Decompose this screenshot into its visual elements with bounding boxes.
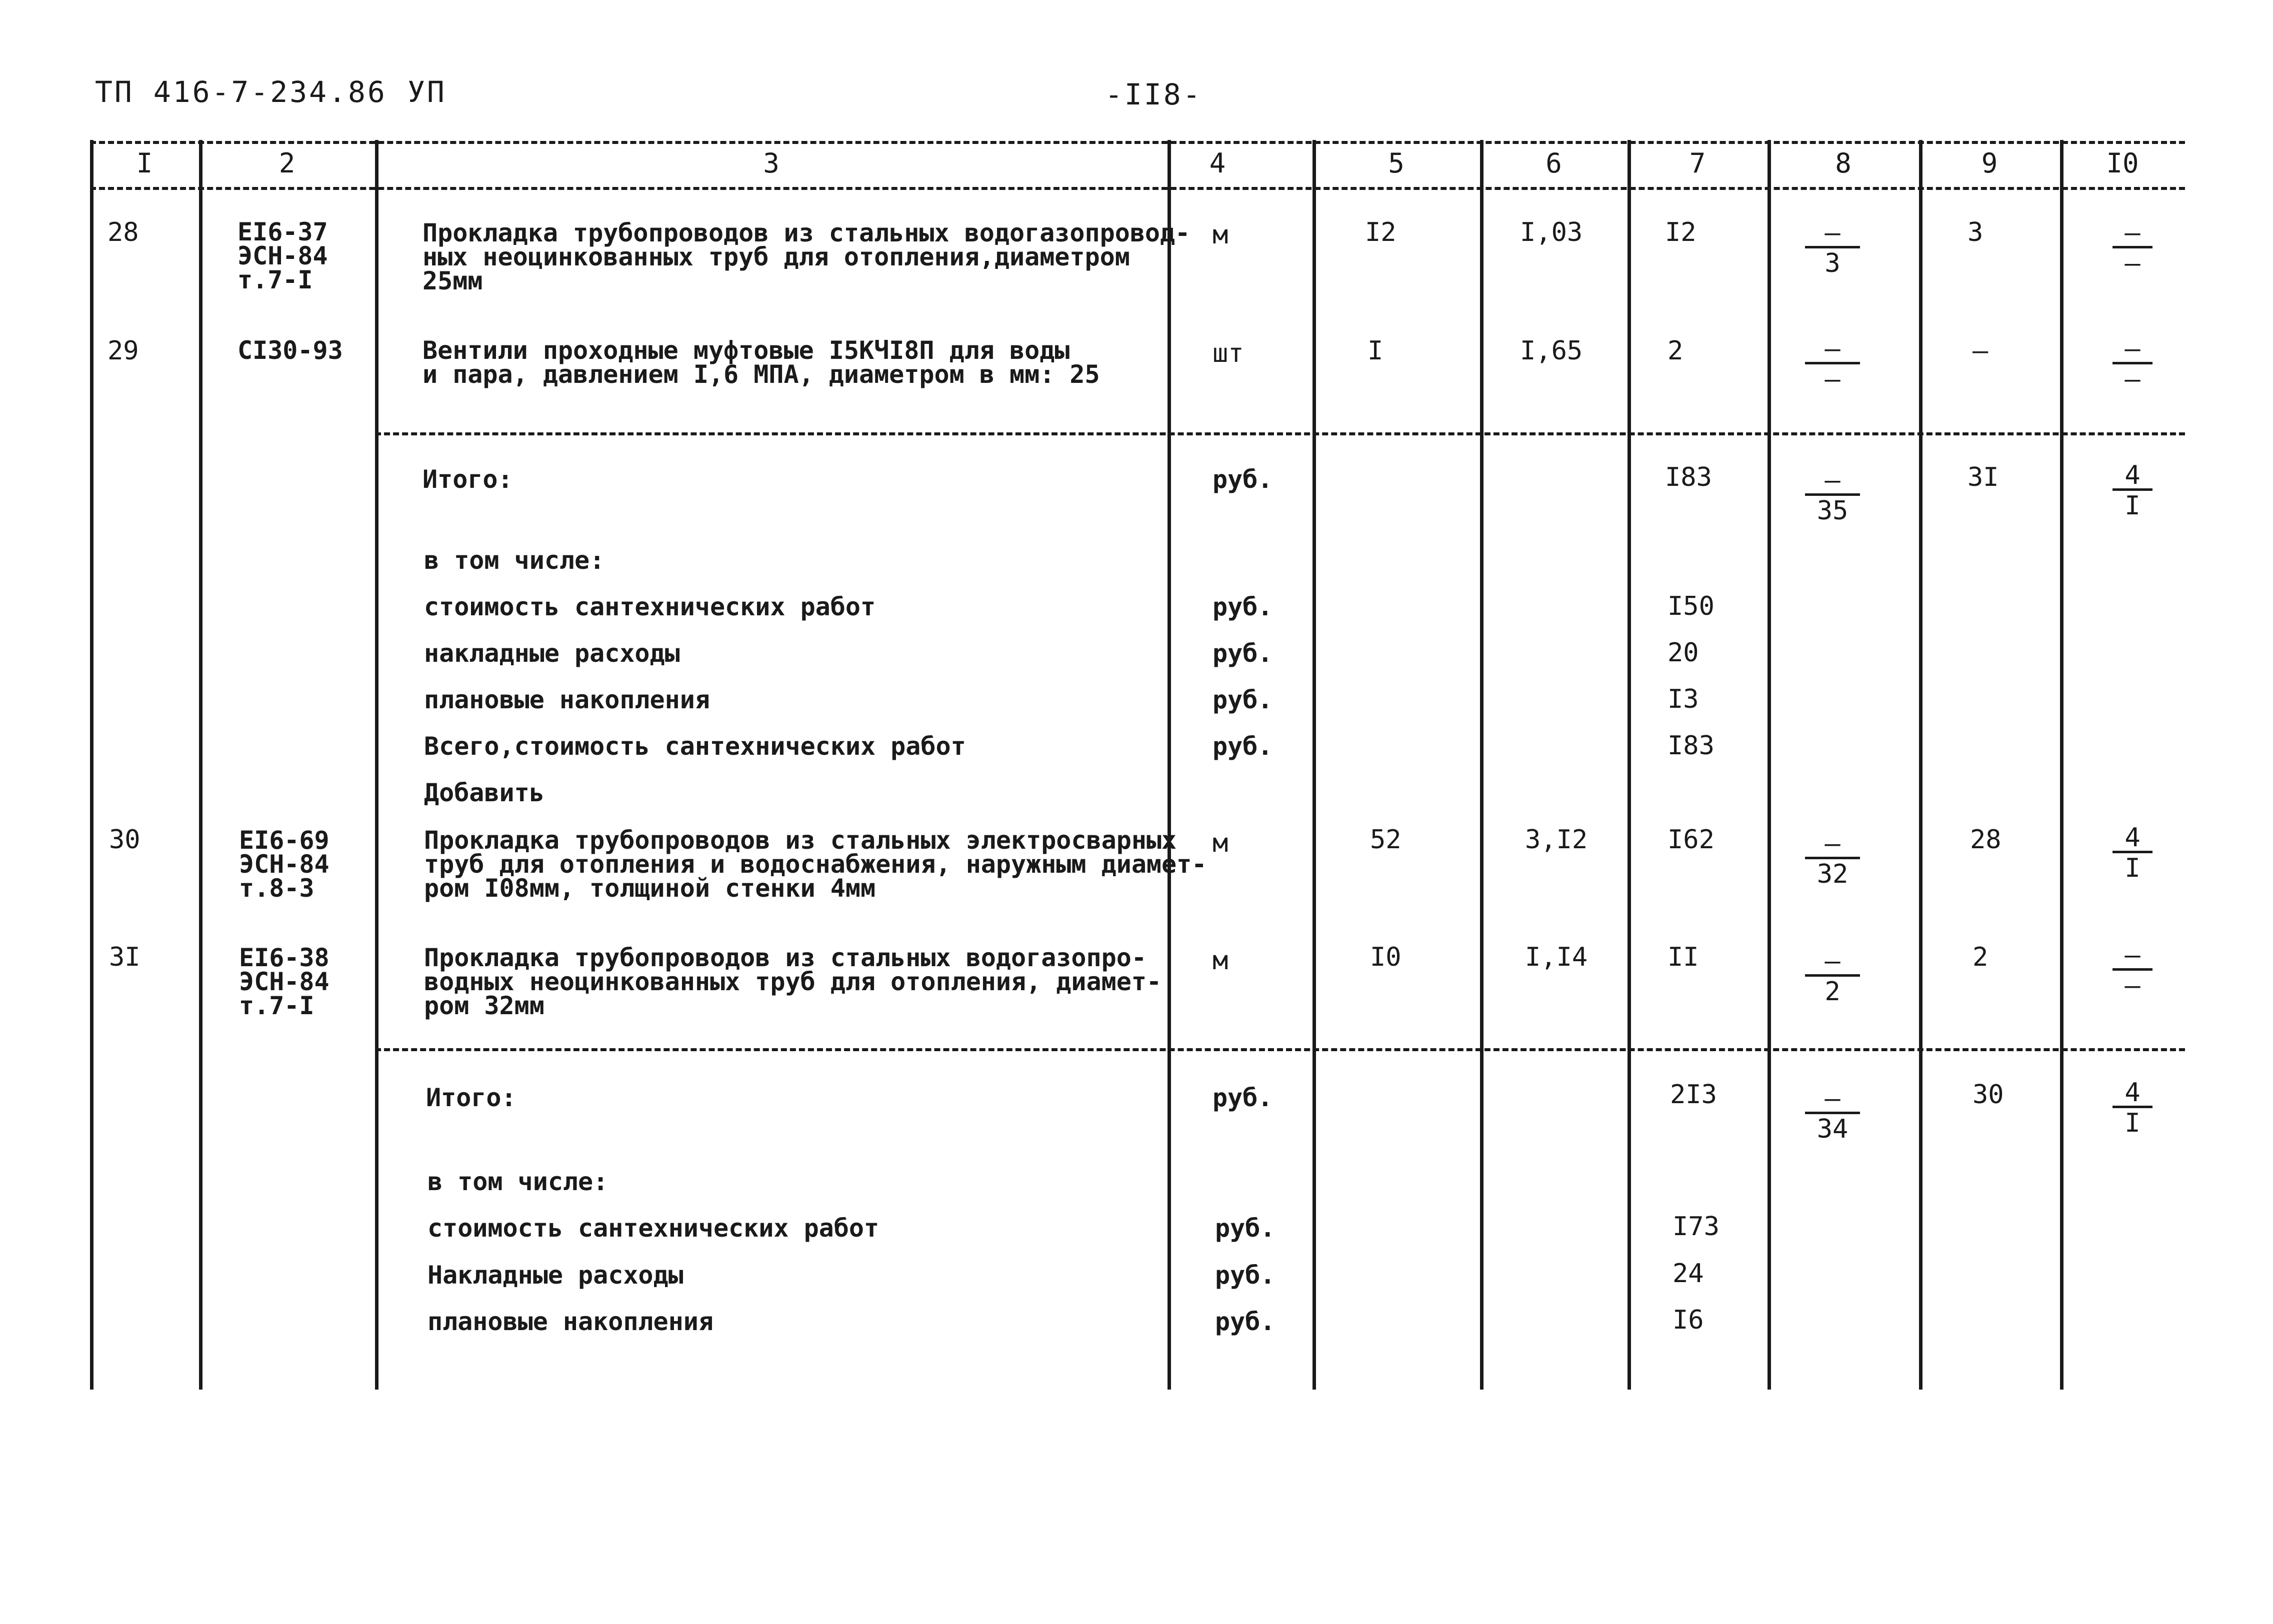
col-header-3: 3 xyxy=(763,147,780,179)
fraction-top: – xyxy=(2112,336,2152,364)
fraction-bottom: – xyxy=(2124,971,2140,1001)
fraction-top: – xyxy=(1805,948,1860,977)
total2-rule xyxy=(375,1048,2185,1051)
total-cost: 2I3 xyxy=(1670,1080,1717,1110)
fraction-col10 xyxy=(2112,942,2152,999)
work-description: Прокладка трубопроводов из стальных водогазопро- xyxy=(424,943,1146,972)
fraction-col10 xyxy=(2112,825,2152,881)
total-cost: I50 xyxy=(1668,591,1714,621)
norm-code: ЭСН-84 xyxy=(238,241,328,270)
breakdown-label: плановые накопления xyxy=(428,1307,714,1336)
quantity: I0 xyxy=(1370,942,1402,972)
unit: руб. xyxy=(1212,465,1273,494)
fraction-bottom: 34 xyxy=(1816,1114,1848,1144)
col9-value: 3 xyxy=(1968,217,1984,247)
fraction-bottom: – xyxy=(1824,364,1840,394)
including-label: в том числе: xyxy=(424,546,605,575)
col-border-7 xyxy=(1768,140,1771,1390)
unit: руб. xyxy=(1212,592,1273,621)
fraction-top: – xyxy=(1805,1086,1860,1114)
col-header-10: I0 xyxy=(2106,147,2139,179)
fraction-col10 xyxy=(2112,462,2152,519)
breakdown-label: Накладные расходы xyxy=(428,1261,684,1290)
col-header-9: 9 xyxy=(1981,147,1998,179)
fraction-bottom: I xyxy=(2124,853,2140,883)
work-description: и пара, давлением I,6 МПА, диаметром в мм: 25 xyxy=(422,360,1100,389)
work-description: 25мм xyxy=(422,266,483,295)
row-number: 28 xyxy=(108,217,139,247)
fraction-top: – xyxy=(1805,220,1860,248)
col-border-9 xyxy=(2060,140,2064,1390)
work-description: труб для отопления и водоснабжения, наружным диамет- xyxy=(424,850,1207,879)
fraction-col8 xyxy=(1805,948,1860,1005)
norm-code: ЕI6-38 xyxy=(239,943,330,972)
col9-value: 2 xyxy=(1972,942,1988,972)
add-label: Добавить xyxy=(424,778,544,807)
fraction-col8 xyxy=(1805,336,1860,392)
norm-code: т.7-I xyxy=(238,265,313,294)
subtotal-label: Итого: xyxy=(422,465,513,494)
work-description: водных неоцинкованных труб для отопления, диамет- xyxy=(424,967,1162,996)
col-border-3 xyxy=(1168,140,1171,1390)
quantity: 52 xyxy=(1370,825,1402,855)
fraction-col8 xyxy=(1805,220,1860,276)
work-description: Прокладка трубопроводов из стальных электросварных xyxy=(424,826,1177,855)
norm-code: т.8-3 xyxy=(239,874,314,903)
fraction-top: 4 xyxy=(2112,462,2152,491)
fraction-bottom: – xyxy=(2124,248,2140,278)
col-border-1 xyxy=(199,140,202,1390)
unit: м xyxy=(1212,220,1228,250)
work-description: Вентили проходные муфтовые I5КЧI8П для воды xyxy=(422,336,1070,365)
fraction-col10 xyxy=(2112,220,2152,276)
total-cost: 24 xyxy=(1672,1259,1704,1289)
col-border-8 xyxy=(1919,140,1922,1390)
unit: м xyxy=(1212,946,1228,976)
fraction-top: – xyxy=(1805,467,1860,496)
total-cost: I6 xyxy=(1672,1305,1704,1335)
norm-code: ЭСН-84 xyxy=(239,850,330,879)
col-header-8: 8 xyxy=(1835,147,1852,179)
breakdown-label: стоимость сантехнических работ xyxy=(424,592,876,621)
unit: руб. xyxy=(1215,1214,1276,1243)
col-border-5 xyxy=(1480,140,1484,1390)
unit-price: I,03 xyxy=(1520,217,1583,247)
total-cost: I62 xyxy=(1668,825,1714,855)
col9-value: 30 xyxy=(1972,1080,2004,1110)
norm-code: ЕI6-69 xyxy=(239,826,330,855)
col-border-2 xyxy=(375,140,378,1390)
total-cost: 20 xyxy=(1668,638,1699,668)
fraction-top: – xyxy=(2112,942,2152,971)
fraction-top: – xyxy=(1805,831,1860,859)
norm-code: ЭСН-84 xyxy=(239,967,330,996)
col9-value: – xyxy=(1972,336,1988,366)
total-cost: I2 xyxy=(1665,217,1696,247)
col9-value: 3I xyxy=(1968,462,1999,492)
breakdown-label: накладные расходы xyxy=(424,639,680,668)
work-description: ром 32мм xyxy=(424,991,544,1020)
unit: руб. xyxy=(1215,1261,1276,1290)
col-header-5: 5 xyxy=(1388,147,1404,179)
subtotal-label: Итого: xyxy=(426,1083,516,1112)
fraction-bottom: – xyxy=(2124,364,2140,394)
quantity: I xyxy=(1368,336,1384,366)
col-header-6: 6 xyxy=(1546,147,1562,179)
unit: руб. xyxy=(1212,1083,1273,1112)
header-top-rule xyxy=(90,141,2185,144)
unit: руб. xyxy=(1212,685,1273,714)
total-cost: 2 xyxy=(1668,336,1684,366)
total1-rule xyxy=(375,432,2185,435)
col-header-4: 4 xyxy=(1209,147,1226,179)
fraction-bottom: 32 xyxy=(1816,859,1848,889)
row-number: 29 xyxy=(108,336,139,366)
fraction-bottom: 2 xyxy=(1824,977,1840,1007)
document-code: ТП 416-7-234.86 xyxy=(95,75,387,109)
work-description: ром I08мм, толщиной стенки 4мм xyxy=(424,874,876,903)
col-border-4 xyxy=(1312,140,1316,1390)
total-cost: I83 xyxy=(1668,731,1714,761)
unit-price: I,I4 xyxy=(1525,942,1588,972)
breakdown-label: стоимость сантехнических работ xyxy=(428,1214,880,1243)
col-border-left xyxy=(90,140,94,1390)
unit-price: I,65 xyxy=(1520,336,1583,366)
album-number: УП xyxy=(408,75,446,109)
unit: руб. xyxy=(1212,732,1273,761)
fraction-col8 xyxy=(1805,831,1860,887)
row-number: 3I xyxy=(109,942,140,972)
unit-price: 3,I2 xyxy=(1525,825,1588,855)
including-label: в том числе: xyxy=(428,1167,608,1196)
col9-value: 28 xyxy=(1970,825,2002,855)
col-header-7: 7 xyxy=(1689,147,1706,179)
fraction-top: 4 xyxy=(2112,825,2152,853)
fraction-top: – xyxy=(1805,336,1860,364)
norm-code: ЕI6-37 xyxy=(238,217,328,246)
col-header-2: 2 xyxy=(278,147,296,179)
fraction-bottom: 35 xyxy=(1816,496,1848,526)
unit: руб. xyxy=(1212,639,1273,668)
quantity: I2 xyxy=(1365,217,1396,247)
unit: м xyxy=(1212,828,1228,858)
header-bottom-rule xyxy=(90,187,2185,190)
fraction-top: – xyxy=(2112,220,2152,248)
breakdown-label: плановые накопления xyxy=(424,685,710,714)
total-cost: I73 xyxy=(1672,1212,1720,1242)
work-description: Прокладка трубопроводов из стальных водогазопровод- xyxy=(422,218,1190,247)
breakdown-label: Всего,стоимость сантехнических работ xyxy=(424,732,966,761)
work-description: ных неоцинкованных труб для отопления,диаметром xyxy=(422,242,1130,271)
fraction-bottom: 3 xyxy=(1824,248,1840,278)
unit: шт xyxy=(1212,338,1244,368)
total-cost: II xyxy=(1668,942,1699,972)
fraction-col10 xyxy=(2112,336,2152,392)
fraction-col10 xyxy=(2112,1080,2152,1136)
fraction-col8 xyxy=(1805,467,1860,524)
col-header-1: I xyxy=(136,147,153,179)
fraction-top: 4 xyxy=(2112,1080,2152,1108)
unit: руб. xyxy=(1215,1307,1276,1336)
norm-code: СI30-93 xyxy=(238,336,343,365)
total-cost: I3 xyxy=(1668,684,1699,714)
fraction-col8 xyxy=(1805,1086,1860,1142)
col-border-6 xyxy=(1628,140,1631,1390)
page-number: -II8- xyxy=(1105,77,1202,111)
fraction-bottom: I xyxy=(2124,491,2140,521)
norm-code: т.7-I xyxy=(239,991,314,1020)
fraction-bottom: I xyxy=(2124,1108,2140,1138)
row-number: 30 xyxy=(109,825,140,855)
total-cost: I83 xyxy=(1665,462,1712,492)
